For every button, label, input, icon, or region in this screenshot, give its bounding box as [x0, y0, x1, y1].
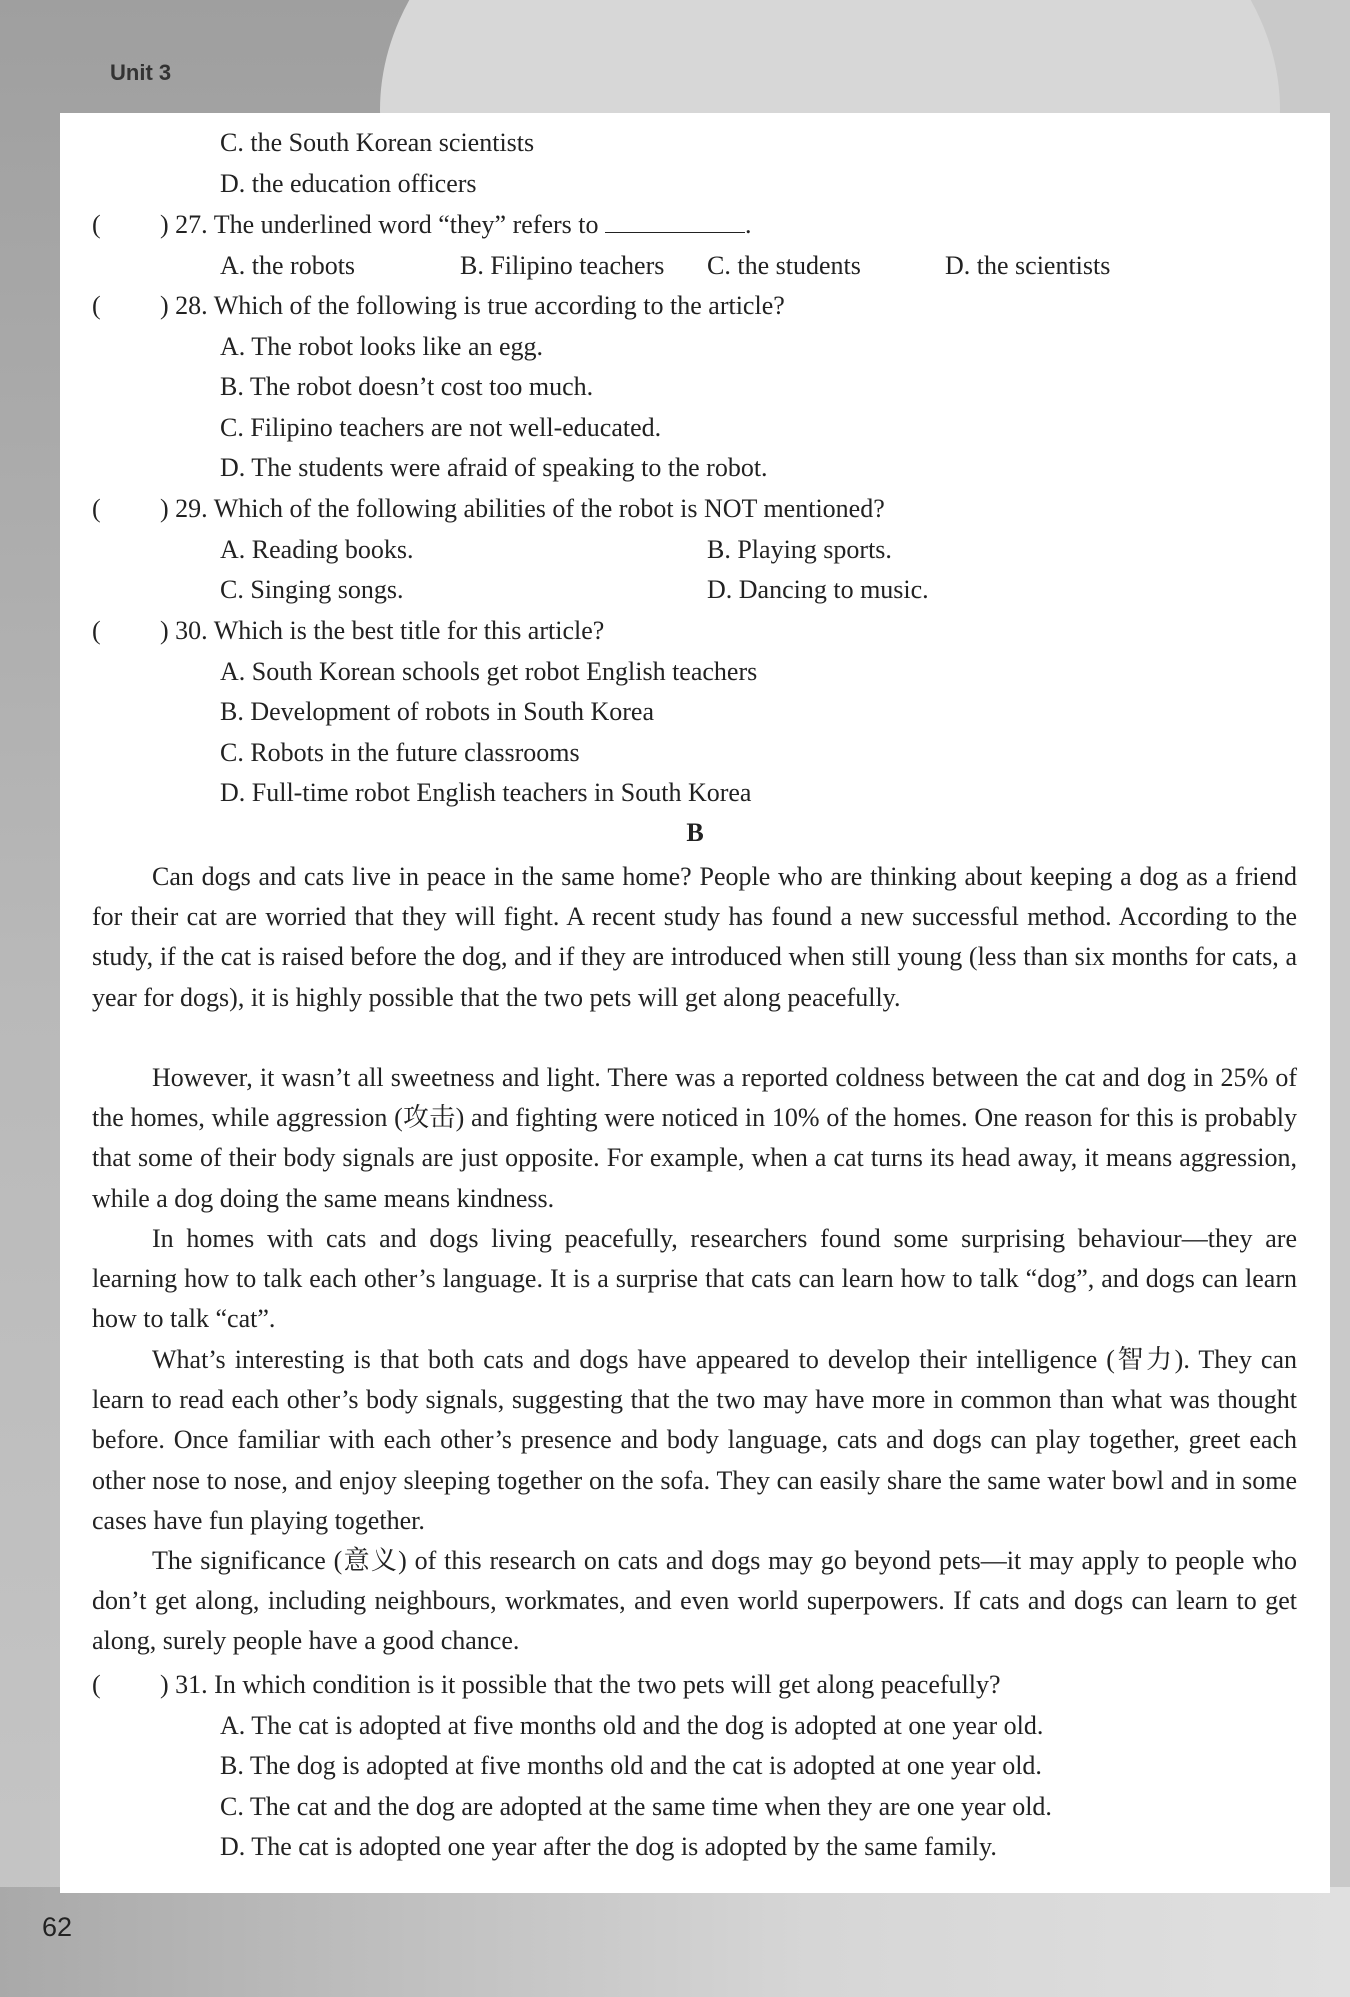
q31-stem: [160, 1669, 1001, 1701]
q27-option-a: A. the robots: [220, 251, 356, 280]
q31-option-a: A. The cat is adopted at five months old and the dog is adopted at one year old.: [220, 1711, 1044, 1740]
passage-paragraph-2: However, it wasn’t all sweetness and light. There was a reported coldness between the cat and dog in 25% of the homes, while aggression (攻击) and fighting were noticed in 10% of the homes. One reason for this is probably that some of their body signals are just opposite. For example, when a cat turns its head away, it means aggression, while a dog doing the same means kindness.: [92, 1063, 1297, 1213]
q31-answer-bracket[interactable]: (: [92, 1670, 101, 1699]
q27-option-c: C. the students: [707, 251, 861, 280]
q28-stem: [160, 290, 785, 322]
q29-text: Which of the following abilities of the robot is NOT mentioned?: [213, 494, 885, 523]
q31-text: In which condition is it possible that the two pets will get along peacefully?: [214, 1670, 1001, 1699]
q27-option-b: B. Filipino teachers: [460, 251, 665, 280]
q28-option-d: D. The students were afraid of speaking to the robot.: [220, 453, 768, 482]
q29-option-b: B. Playing sports.: [707, 535, 892, 564]
passage-paragraph-1: Can dogs and cats live in peace in the same home? People who are thinking about keeping a dog as a friend for their cat are worried that they will fight. A recent study has found a new successful method. According to the study, if the cat is raised before the dog, and if they are introduced when still young (less than six months for cats, a year for dogs), it is highly possible that the two pets will get along peacefully.: [92, 862, 1297, 1012]
passage-paragraph-4: What’s interesting is that both cats and dogs have appeared to develop their intelligence (智力). They can learn to read each other’s body signals, suggesting that the two may have more in common than what was thought before. Once familiar with each other’s presence and body language, cats and dogs can play together, greet each other nose to nose, and enjoy sleeping together on the sofa. They can easily share the same water bowl and in some cases have fun playing together.: [92, 1345, 1297, 1535]
passage-paragraph-5: The significance (意义) of this research on cats and dogs may go beyond pets—it may apply to people who don’t get along, including neighbours, workmates, and even world superpowers. If cats and dogs can learn to get along, surely people have a good chance.: [92, 1546, 1297, 1656]
page-number: 62: [42, 1912, 73, 1942]
q30-number: ) 30.: [160, 616, 208, 645]
q29-number: ) 29.: [160, 494, 208, 523]
q26-option-c: C. the South Korean scientists: [220, 128, 535, 157]
q27-stem: ) 27. The underlined word “they” refers to .: [160, 210, 752, 239]
unit-label: Unit 3: [110, 60, 172, 85]
q28-text: Which of the following is true according to the article?: [213, 291, 785, 320]
q31-option-c: C. The cat and the dog are adopted at the same time when they are one year old.: [220, 1792, 1052, 1821]
q28-option-a: A. The robot looks like an egg.: [220, 332, 544, 361]
q30-option-b: B. Development of robots in South Korea: [220, 697, 654, 726]
q30-option-c: C. Robots in the future classrooms: [220, 738, 580, 767]
q30-option-d: D. Full-time robot English teachers in South Korea: [220, 778, 752, 807]
page-sheet: [60, 113, 1330, 1893]
q28-answer-bracket[interactable]: (: [92, 291, 101, 320]
q29-option-c: C. Singing songs.: [220, 575, 404, 604]
q29-stem: [160, 493, 885, 525]
q27-blank[interactable]: [605, 210, 745, 233]
q27-number: ) 27.: [160, 210, 208, 239]
q29-option-d: D. Dancing to music.: [707, 575, 929, 604]
q30-option-a: A. South Korean schools get robot English teachers: [220, 657, 758, 686]
q31-option-d: D. The cat is adopted one year after the dog is adopted by the same family.: [220, 1832, 997, 1861]
q31-option-b: B. The dog is adopted at five months old and the cat is adopted at one year old.: [220, 1751, 1042, 1780]
q28-option-b: B. The robot doesn’t cost too much.: [220, 372, 594, 401]
q28-number: ) 28.: [160, 291, 208, 320]
passage-paragraph-3: In homes with cats and dogs living peacefully, researchers found some surprising behaviour—they are learning how to talk each other’s language. It is a surprise that cats can learn how to talk “dog”, and dogs can learn how to talk “cat”.: [92, 1224, 1297, 1334]
q28-option-c: C. Filipino teachers are not well-educated.: [220, 413, 662, 442]
q30-answer-bracket[interactable]: (: [92, 616, 101, 645]
q27-answer-bracket[interactable]: (: [92, 210, 101, 239]
q29-answer-bracket[interactable]: (: [92, 494, 101, 523]
q30-stem: [160, 615, 604, 647]
page-content: [60, 113, 1330, 1893]
q27-option-d: D. the scientists: [945, 251, 1111, 280]
section-b-title: B: [686, 818, 704, 847]
q31-number: ) 31.: [160, 1670, 208, 1699]
q29-option-a: A. Reading books.: [220, 535, 414, 564]
bottom-band: [0, 1887, 1350, 1997]
q27-text: The underlined word “they” refers to: [213, 210, 599, 239]
q26-option-d: D. the education officers: [220, 169, 477, 198]
q30-text: Which is the best title for this article?: [213, 616, 605, 645]
